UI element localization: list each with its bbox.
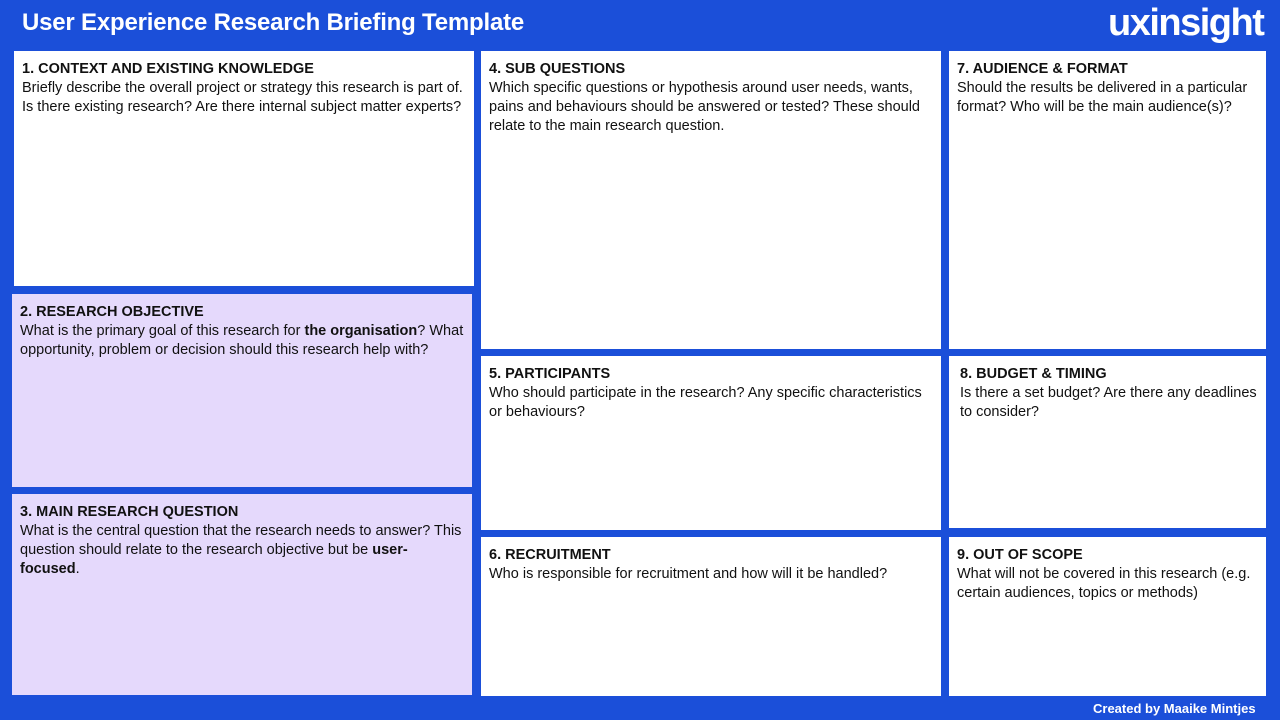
section-description: What is the central question that the research needs to answer? This question should relate to the research objective but be user-focused. xyxy=(20,523,462,577)
section-heading: 2. RESEARCH OBJECTIVE xyxy=(20,304,204,320)
section-out-of-scope[interactable] xyxy=(949,537,1266,696)
section-recruitment[interactable] xyxy=(481,537,941,696)
section-heading: 3. MAIN RESEARCH QUESTION xyxy=(20,504,239,520)
section-heading: 1. CONTEXT AND EXISTING KNOWLEDGE xyxy=(22,61,314,77)
section-description: What will not be covered in this research (e.g. certain audiences, topics or methods) xyxy=(957,566,1251,601)
section-heading: 6. RECRUITMENT xyxy=(489,547,611,563)
section-budget-timing[interactable] xyxy=(949,356,1266,528)
section-heading: 7. AUDIENCE & FORMAT xyxy=(957,61,1128,77)
section-description: Which specific questions or hypothesis around user needs, wants, pains and behaviours should be answered or tested? These should relate to the main research question. xyxy=(489,80,920,134)
section-heading: 5. PARTICIPANTS xyxy=(489,366,611,382)
section-audience-format[interactable] xyxy=(949,51,1266,349)
author-credit: Created by Maaike Mintjes xyxy=(1093,701,1256,716)
section-description: Who should participate in the research? Any specific characteristics or behaviours? xyxy=(489,385,922,420)
section-main-research-question[interactable] xyxy=(12,494,472,695)
page-title: User Experience Research Briefing Template xyxy=(22,9,525,36)
section-heading: 4. SUB QUESTIONS xyxy=(489,61,626,77)
section-description: What is the primary goal of this research for the organisation? What opportunity, problem or decision should this research help with? xyxy=(20,323,464,358)
section-sub-questions[interactable] xyxy=(481,51,941,349)
uxinsight-logo: uxinsight xyxy=(1108,2,1264,44)
section-heading: 8. BUDGET & TIMING xyxy=(960,366,1107,382)
section-participants[interactable] xyxy=(481,356,941,530)
section-description: Briefly describe the overall project or strategy this research is part of. Is there existing research? Are there internal subject matter experts? xyxy=(22,80,463,115)
section-heading: 9. OUT OF SCOPE xyxy=(957,547,1083,563)
section-description: Is there a set budget? Are there any deadlines to consider? xyxy=(960,385,1257,420)
section-research-objective[interactable] xyxy=(12,294,472,487)
section-description: Who is responsible for recruitment and how will it be handled? xyxy=(489,566,888,582)
section-context-existing-knowledge[interactable] xyxy=(14,51,474,286)
section-description: Should the results be delivered in a particular format? Who will be the main audience(s)? xyxy=(957,80,1248,115)
